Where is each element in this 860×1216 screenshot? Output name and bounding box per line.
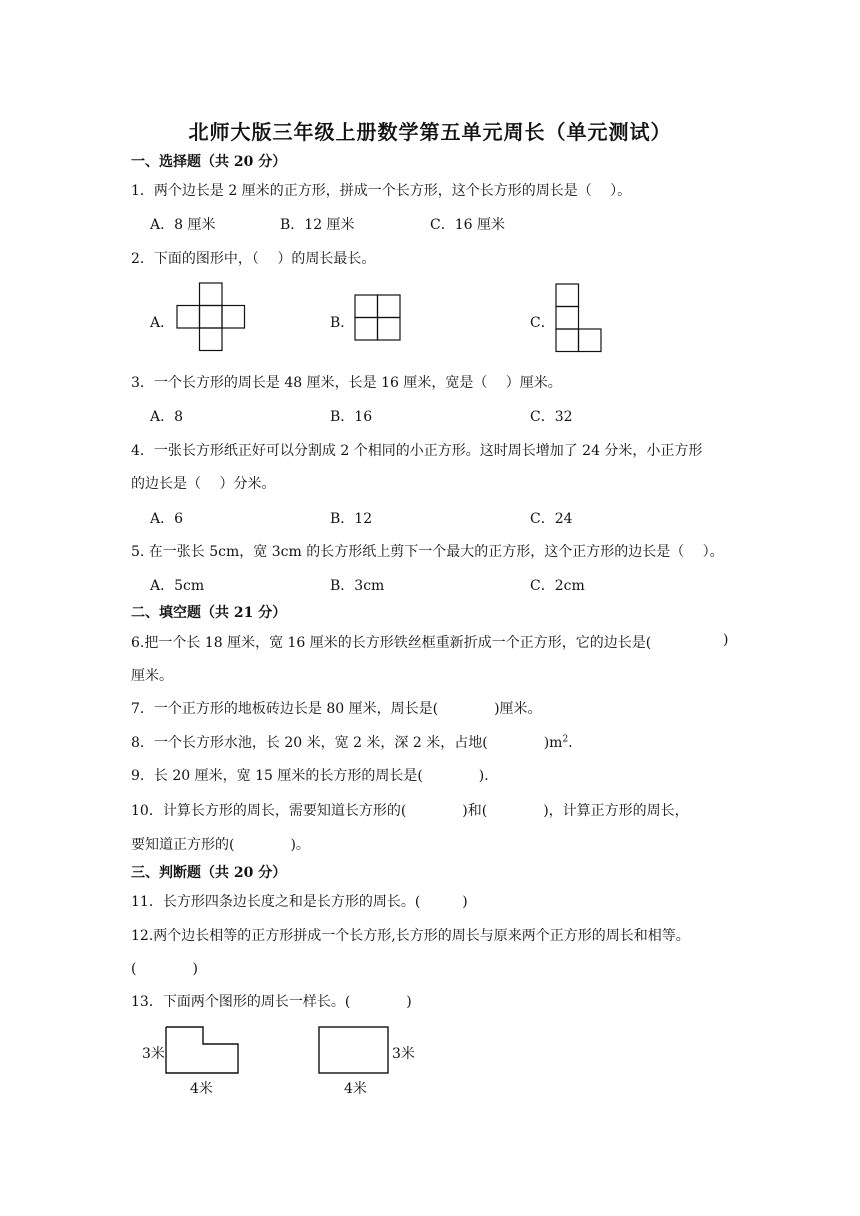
section-heading-fill: 二、填空题（共 21 分） (131, 605, 287, 621)
figure-b-square (354, 294, 404, 344)
question-12-stem-line2: ( ) (131, 961, 198, 977)
question-2-stem: 2．下面的图形中，（ ）的周长最长。 (131, 251, 376, 267)
question-9-stem: 9．长 20 厘米，宽 15 厘米的长方形的周长是( ). (131, 768, 489, 784)
question-13-figure-1-bottom-label: 4米 (190, 1081, 213, 1097)
question-8-end: . (568, 735, 573, 751)
question-6-stem-line2: 厘米。 (131, 668, 173, 684)
question-13-figure-2-side-label: 3米 (392, 1046, 415, 1062)
question-13-figure-1-side-label: 3米 (142, 1046, 165, 1062)
question-4-stem-line1: 4．一张长方形纸正好可以分割成 2 个相同的小正方形。这时周长增加了 24 分米，小正方形 (131, 443, 703, 459)
question-2-option-c: C． (530, 315, 555, 331)
question-4-stem-line2: 的边长是（ ）分米。 (131, 476, 276, 492)
question-5-stem: 5. 在一张长 5cm，宽 3cm 的长方形纸上剪下一个最大的正方形，这个正方形的边长是（ ）。 (131, 544, 724, 560)
question-13-figure-1 (165, 1026, 241, 1076)
question-5-option-a: A．5cm (150, 578, 205, 594)
question-2-option-a: A． (150, 315, 175, 331)
question-10-stem-line1: 10．计算长方形的周长，需要知道长方形的( )和( )，计算正方形的周长， (131, 803, 689, 819)
figure-c-l-shape (555, 283, 605, 355)
question-6-stem-line1: 6.把一个长 18 厘米，宽 16 厘米的长方形铁丝框重新折成一个正方形，它的边长是( (131, 635, 652, 651)
question-3-option-b: B．16 (330, 409, 373, 425)
question-8-text: 8．一个长方形水池，长 20 米，宽 2 米，深 2 米，占地( )m (131, 735, 563, 751)
section-heading-choice: 一、选择题（共 20 分） (131, 154, 287, 170)
question-3-stem: 3．一个长方形的周长是 48 厘米，长是 16 厘米，宽是（ ）厘米。 (131, 375, 562, 391)
question-1-stem: 1．两个边长是 2 厘米的正方形，拼成一个长方形，这个长方形的周长是（ ）。 (131, 183, 632, 199)
question-7-stem: 7．一个正方形的地板砖边长是 80 厘米，周长是( )厘米。 (131, 701, 542, 717)
question-13-figure-2 (318, 1026, 390, 1076)
question-11-stem: 11．长方形四条边长度之和是长方形的周长。( ) (131, 894, 468, 910)
question-8-stem (131, 732, 573, 752)
question-4-option-b: B．12 (330, 511, 373, 527)
question-1-option-c: C．16 厘米 (430, 217, 505, 233)
page-title: 北师大版三年级上册数学第五单元周长（单元测试） (188, 120, 672, 144)
question-12-stem-line1: 12.两个边长相等的正方形拼成一个长方形,长方形的周长与原来两个正方形的周长和相等。 (131, 928, 690, 944)
question-6-stem-line1-end: ) (723, 632, 729, 648)
question-3-option-c: C．32 (530, 409, 573, 425)
question-13-figure-2-bottom-label: 4米 (344, 1081, 367, 1097)
question-8-superscript: 2 (562, 734, 569, 745)
question-4-option-a: A．6 (150, 511, 184, 527)
question-10-stem-line2: 要知道正方形的( )。 (131, 837, 310, 853)
question-5-option-b: B．3cm (330, 578, 385, 594)
section-heading-judge: 三、判断题（共 20 分） (131, 865, 287, 881)
question-2-option-b: B． (330, 315, 355, 331)
question-1-option-a: A．8 厘米 (150, 217, 216, 233)
figure-a-cross (176, 282, 248, 354)
question-4-option-c: C．24 (530, 511, 573, 527)
question-1-option-b: B．12 厘米 (280, 217, 355, 233)
question-13-stem: 13．下面两个图形的周长一样长。( ) (131, 994, 412, 1010)
question-3-option-a: A．8 (150, 409, 184, 425)
question-5-option-c: C．2cm (530, 578, 585, 594)
